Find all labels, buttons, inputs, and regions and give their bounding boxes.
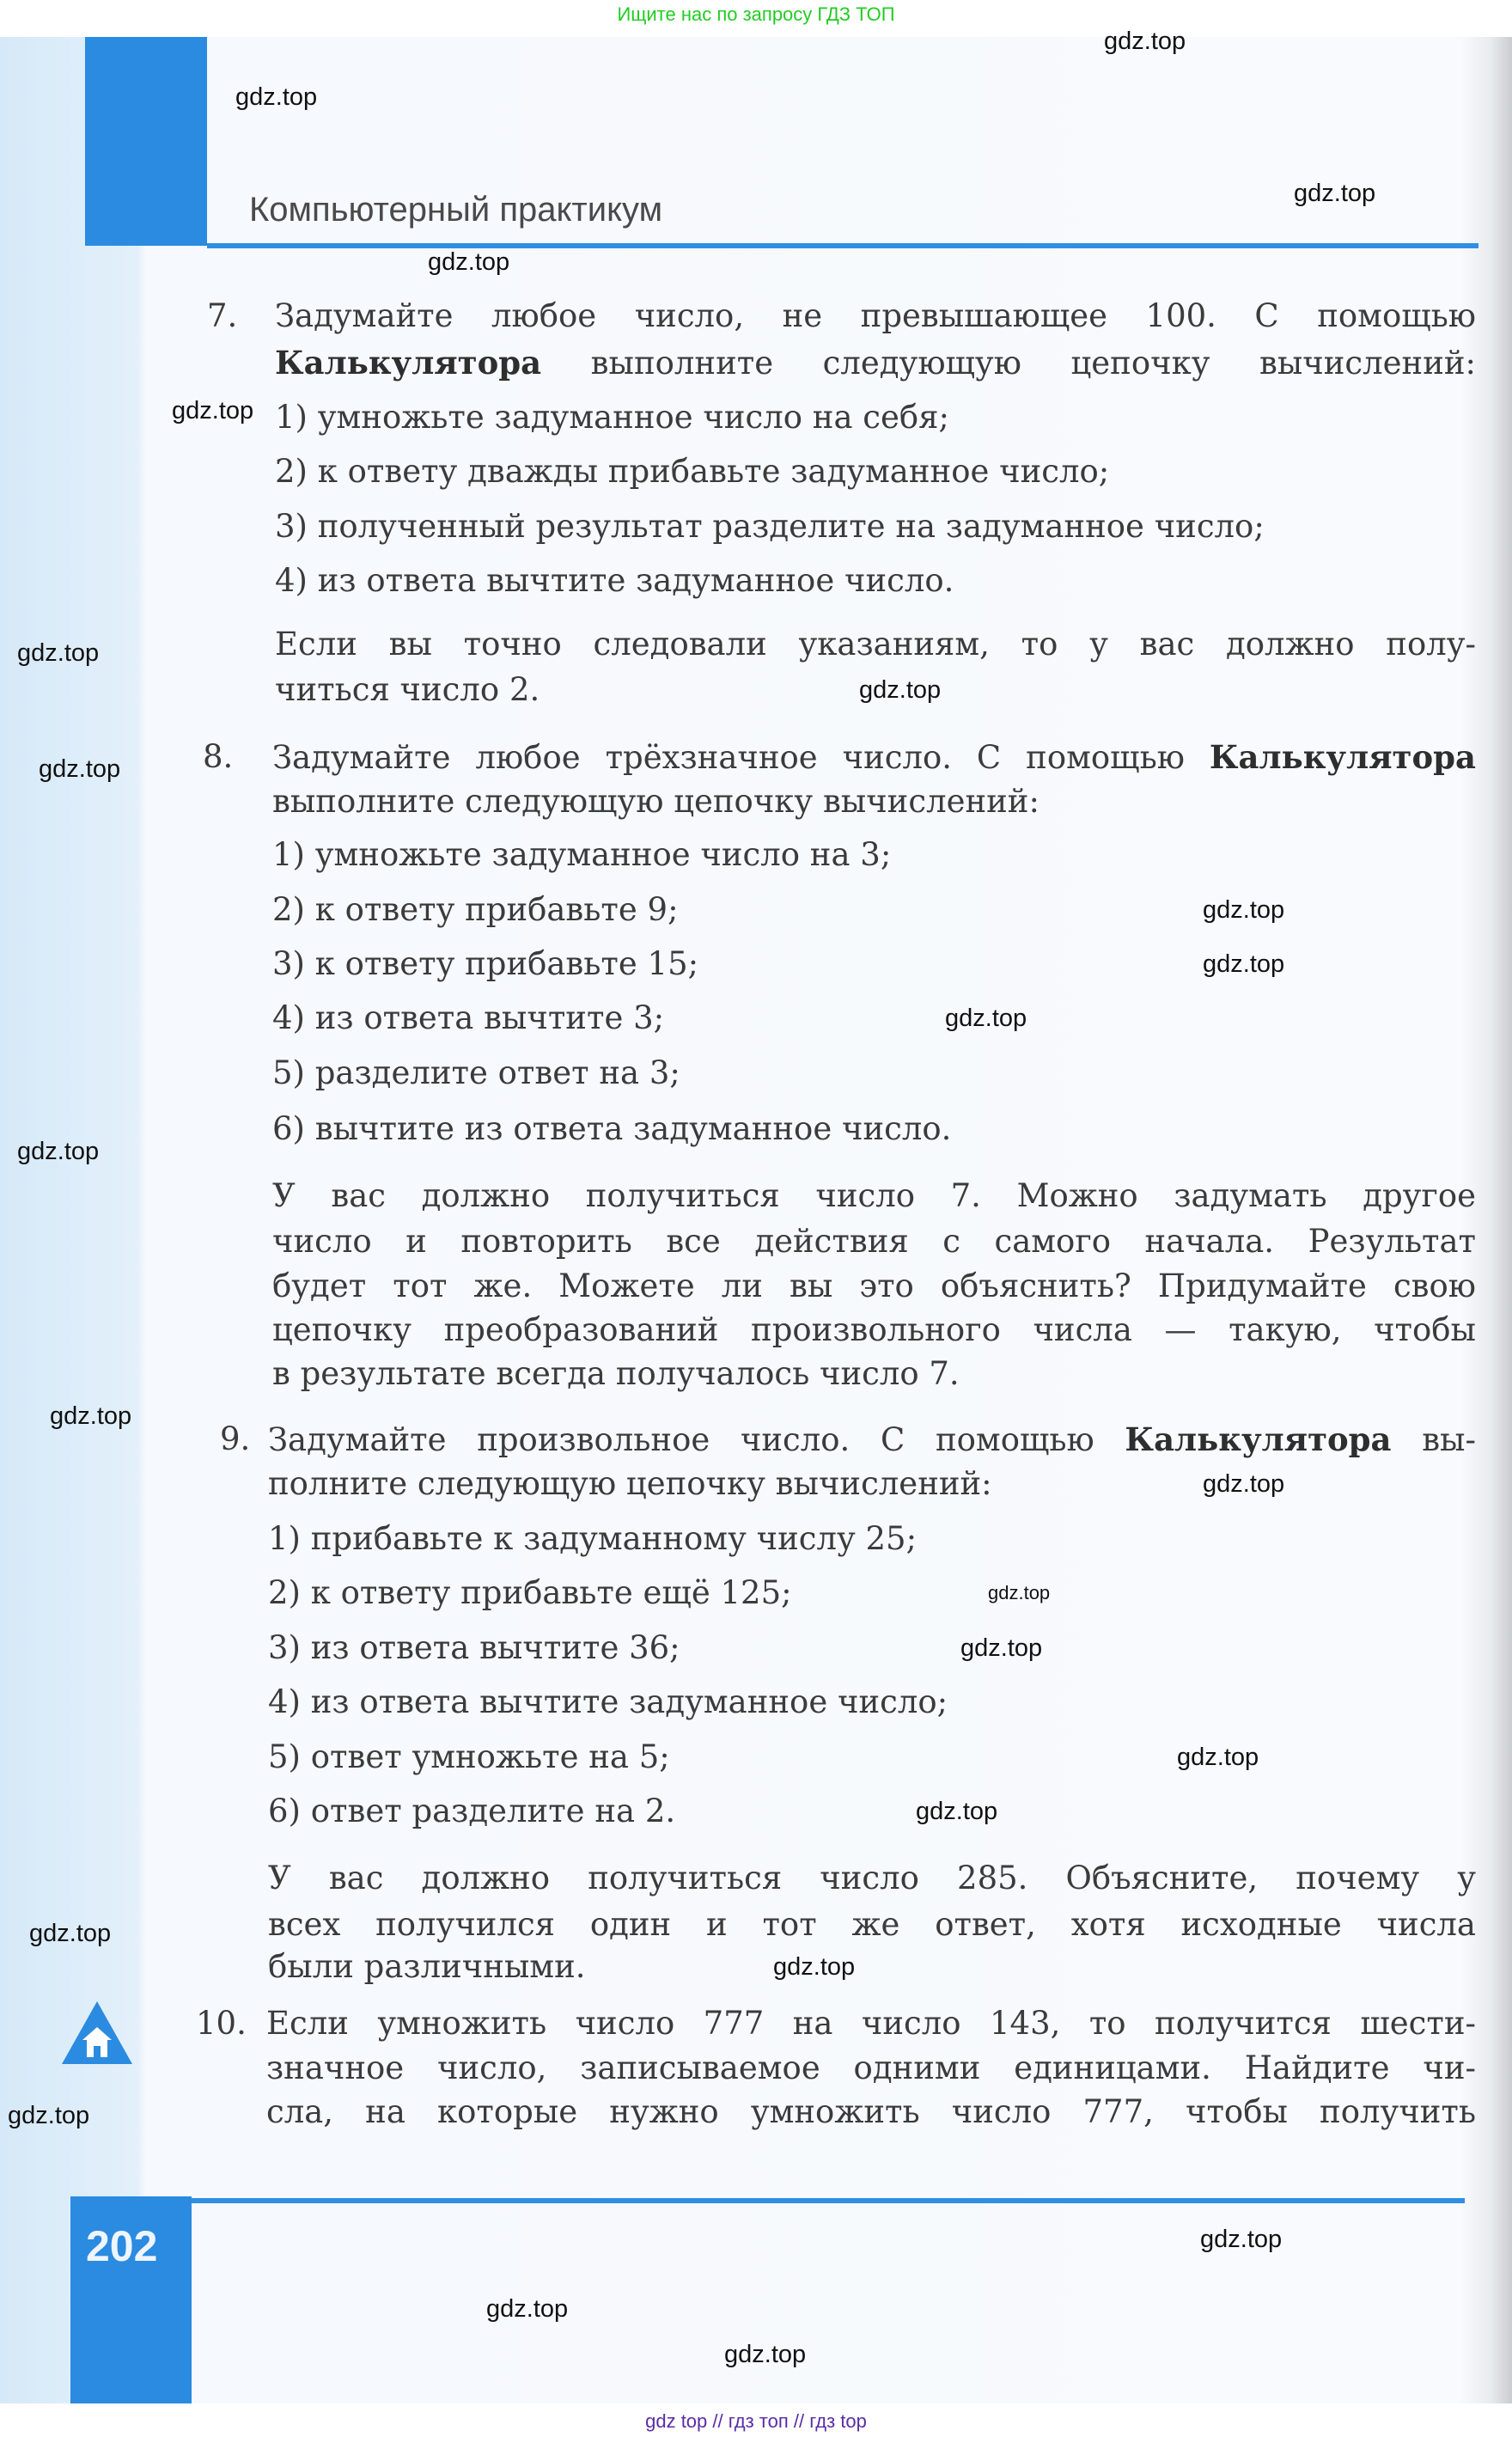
problem-text-line [268, 1420, 1476, 1459]
problem-text-line [268, 1573, 792, 1613]
problem-text-line [272, 1310, 1476, 1350]
text-segment: 3) из ответа вычтите 36; [268, 1629, 680, 1666]
text-segment: в результате всегда получалось число 7. [272, 1355, 960, 1392]
bold-term: Калькулятора [1125, 1420, 1392, 1458]
text-segment: 2) к ответу дважды прибавьте задуманное число; [275, 453, 1110, 490]
watermark-text: gdz.top [17, 639, 100, 667]
watermark-text: gdz.top [8, 2102, 90, 2129]
problem-text-line [268, 1628, 680, 1668]
problem-text-line [268, 1859, 1476, 1898]
watermark-text: gdz.top [486, 2295, 569, 2323]
watermark-text: gdz.top [235, 83, 318, 111]
watermark-text: gdz.top [988, 1582, 1051, 1603]
problem-number: 10. [196, 2005, 247, 2042]
problem-text-line [268, 1738, 670, 1777]
text-segment: будет тот же. Можете ли вы это объяснить? Придумайте свою [272, 1267, 1476, 1304]
header-divider [207, 243, 1478, 248]
text-segment: У вас должно получиться число 7. Можно задумать другое [272, 1177, 1476, 1214]
watermark-text: gdz.top [859, 676, 942, 704]
bold-term: Калькулятора [1209, 738, 1476, 776]
watermark-text: gdz.top [39, 755, 121, 783]
problem-text-line [272, 1354, 960, 1394]
problem-text-line [272, 782, 1040, 821]
problem-text-line [272, 1054, 680, 1093]
text-segment: сла, на которые нужно умножить число 777, чтобы получить [266, 2093, 1476, 2130]
watermark-text: gdz.top [1104, 27, 1186, 55]
watermark-text: gdz.top [724, 2341, 807, 2368]
problem-text-line [272, 1176, 1476, 1216]
text-segment: 1) умножьте задуманное число на 3; [272, 836, 892, 873]
text-segment: число и повторить все действия с самого начала. Результат [272, 1223, 1476, 1260]
problem-text-line [272, 890, 679, 930]
top-banner-text[interactable]: Ищите нас по запросу ГДЗ ТОП [617, 3, 895, 25]
watermark-text: gdz.top [1203, 1470, 1285, 1498]
text-segment: полните следующую цепочку вычислений: [268, 1465, 992, 1502]
watermark-text: gdz.top [29, 1920, 112, 1947]
text-segment: 4) из ответа вычтите задуманное число. [275, 562, 954, 599]
text-segment: 2) к ответу прибавьте ещё 125; [268, 1574, 792, 1611]
problem-text-line [272, 999, 664, 1038]
problem-text-line [275, 296, 1476, 336]
problem-text-line [268, 1792, 675, 1831]
footer-divider [192, 2198, 1465, 2203]
text-segment: Задумайте произвольное число. С помощью [268, 1421, 1125, 1458]
bold-term: Калькулятора [275, 344, 542, 382]
text-segment: 3) полученный результат разделите на задуманное число; [275, 508, 1265, 545]
text-segment: читься число 2. [275, 671, 540, 708]
top-banner [0, 0, 1512, 37]
problem-text-line [266, 2049, 1476, 2088]
text-segment: 6) вычтите из ответа задуманное число. [272, 1110, 952, 1147]
watermark-text: gdz.top [916, 1798, 998, 1825]
text-segment: Если умножить число 777 на число 143, то получится шести- [266, 2005, 1476, 2042]
text-segment: выполните следующую цепочку вычислений: [272, 783, 1040, 820]
watermark-text: gdz.top [1294, 180, 1376, 207]
problem-text-line [268, 1905, 1476, 1945]
problem-text-line [268, 1947, 586, 1987]
text-segment: Задумайте любое число, не превышающее 100. С помощью [275, 297, 1476, 334]
footer-links[interactable]: gdz top // гдз топ // гдз top [645, 2410, 867, 2432]
watermark-text: gdz.top [50, 1402, 132, 1430]
problem-text-line [266, 2004, 1476, 2043]
text-segment: Задумайте любое трёхзначное число. С помощью [272, 739, 1210, 776]
watermark-text: gdz.top [1203, 950, 1285, 978]
watermark-text: gdz.top [1177, 1744, 1259, 1771]
text-segment: 6) ответ разделите на 2. [268, 1793, 676, 1829]
text-segment: 5) разделите ответ на 3; [272, 1054, 680, 1091]
problem-text-line [266, 2092, 1476, 2132]
text-segment: 1) умножьте задуманное число на себя; [275, 399, 949, 436]
text-segment: выполните следующую цепочку вычислений: [541, 345, 1476, 382]
problem-text-line [272, 1267, 1476, 1306]
problem-text-line [272, 1109, 951, 1149]
watermark-text: gdz.top [172, 397, 254, 424]
text-segment: вы- [1391, 1421, 1476, 1458]
text-segment: У вас должно получиться число 285. Объясните, почему у [268, 1860, 1476, 1896]
home-task-icon [62, 2001, 132, 2064]
text-segment: 2) к ответу прибавьте 9; [272, 891, 679, 928]
problem-text-line [275, 507, 1265, 547]
text-segment: 4) из ответа вычтите 3; [272, 999, 665, 1036]
watermark-text: gdz.top [428, 248, 510, 276]
watermark-text: gdz.top [773, 1953, 856, 1981]
problem-text-line [272, 835, 891, 875]
problem-text-line [268, 1464, 992, 1504]
problem-text-line [268, 1519, 917, 1559]
header-blue-bar [85, 37, 207, 246]
text-segment: всех получился один и тот же ответ, хотя исходные числа [268, 1906, 1476, 1943]
problem-text-line [275, 398, 949, 437]
watermark-text: gdz.top [960, 1634, 1043, 1662]
text-segment: 1) прибавьте к задуманному числу 25; [268, 1520, 918, 1557]
problem-text-line [275, 452, 1109, 492]
problem-text-line [272, 1222, 1476, 1261]
problem-text-line [275, 670, 540, 710]
watermark-text: gdz.top [945, 1005, 1027, 1032]
page-number: 202 [86, 2222, 158, 2270]
text-segment: 5) ответ умножьте на 5; [268, 1738, 670, 1775]
problem-text-line [268, 1683, 948, 1722]
text-segment: 3) к ответу прибавьте 15; [272, 945, 699, 982]
text-segment: значное число, записываемое одними единицами. Найдите чи- [266, 2049, 1476, 2086]
problem-text-line [275, 625, 1476, 664]
text-segment: цепочку преобразований произвольного числа — такую, чтобы [272, 1311, 1476, 1348]
text-segment: Если вы точно следовали указаниям, то у вас должно полу- [275, 626, 1476, 663]
problem-text-line [275, 561, 954, 601]
watermark-text: gdz.top [1203, 896, 1285, 924]
problem-number: 8. [203, 738, 234, 775]
problem-text-line [275, 343, 1476, 382]
problem-text-line [272, 944, 698, 984]
text-segment: 4) из ответа вычтите задуманное число; [268, 1683, 948, 1720]
section-title: Компьютерный практикум [249, 191, 663, 229]
watermark-text: gdz.top [17, 1138, 100, 1165]
problem-number: 9. [220, 1420, 251, 1457]
problem-number: 7. [207, 297, 238, 334]
problem-text-line [272, 737, 1476, 777]
watermark-text: gdz.top [1200, 2226, 1283, 2253]
text-segment: были различными. [268, 1948, 586, 1985]
